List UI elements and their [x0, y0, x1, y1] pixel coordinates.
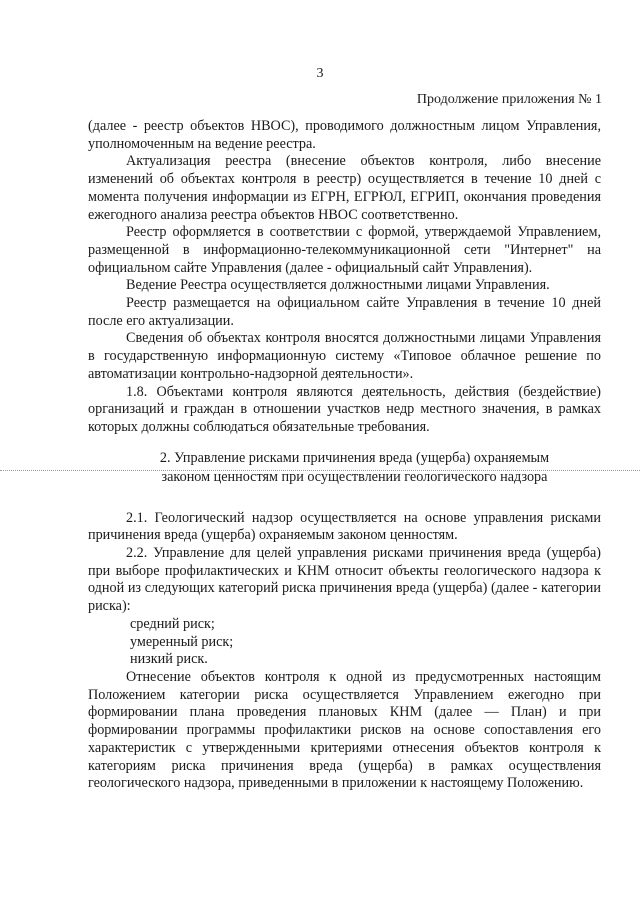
document-body	[88, 118, 601, 793]
paragraph-risk-categorization: Отнесение объектов контроля к одной из предусмотренных настоящим Положением категории риска осуществляется Управлением ежегодно при формировании плана проведения плановых КНМ (далее — План) и при формировании программы профилактики рисков на основе сопоставления его характеристик с утвержденными критериями отнесения объектов контроля к категориям риска причинения вреда (ущерба) в рамках осуществления геологического надзора, приведенными в приложении к настоящему Положению.	[88, 668, 601, 792]
risk-level-item: низкий риск.	[130, 651, 208, 668]
paragraph-registry-publication: Реестр размещается на официальном сайте Управления в течение 10 дней после его актуализации.	[88, 295, 601, 329]
paragraph-2-2: 2.2. Управление для целей управления рисками причинения вреда (ущерба) при выборе профилактических и КНМ относит объекты геологического надзора к одной из следующих категорий риска причинения вреда (ущерба) (далее - категории риска):	[88, 545, 601, 615]
paragraph-registry-form: Реестр оформляется в соответствии с формой, утверждаемой Управлением, размещенной в информационно-телекоммуникационной сети "Интернет" на официальном сайте Управления (далее - официальный сайт Управления).	[88, 224, 601, 276]
paragraph-registry-intro: (далее - реестр объектов НВОС), проводимого должностным лицом Управления, уполномоченным на ведение реестра.	[88, 118, 601, 152]
risk-level-item: средний риск;	[130, 615, 215, 632]
risk-level-item: умеренный риск;	[130, 633, 234, 650]
paragraph-registry-update: Актуализация реестра (внесение объектов контроля, либо внесение изменений об объектах контроля в реестр) осуществляется в течение 10 дней с момента получения информации из ЕГРН, ЕГРЮЛ, ЕГРИП, окончания проведения ежегодного анализа реестра объектов НВОС соответственно.	[88, 153, 601, 223]
paragraph-registry-information-system: Сведения об объектах контроля вносятся должностными лицами Управления в государственную информационную систему «Типовое облачное решение по автоматизации контрольно-надзорной деятельности».	[88, 330, 601, 382]
appendix-continuation-note: Продолжение приложения № 1	[416, 92, 602, 107]
paragraph-2-1: 2.1. Геологический надзор осуществляется на основе управления рисками причинения вреда (ущерба) охраняемым законом ценностям.	[88, 509, 601, 544]
section-2-heading: 2. Управление рисками причинения вреда (ущерба) охраняемым законом ценностям при осуществлении геологического надзора	[159, 449, 550, 485]
paragraph-registry-maintenance: Ведение Реестра осуществляется должностными лицами Управления.	[126, 277, 550, 294]
page-number: 3	[316, 66, 324, 81]
paragraph-control-objects: 1.8. Объектами контроля являются деятельность, действия (бездействие) организаций и граждан в отношении участков недр местного значения, в рамках которых должны соблюдаться обязательные требования.	[88, 383, 601, 435]
